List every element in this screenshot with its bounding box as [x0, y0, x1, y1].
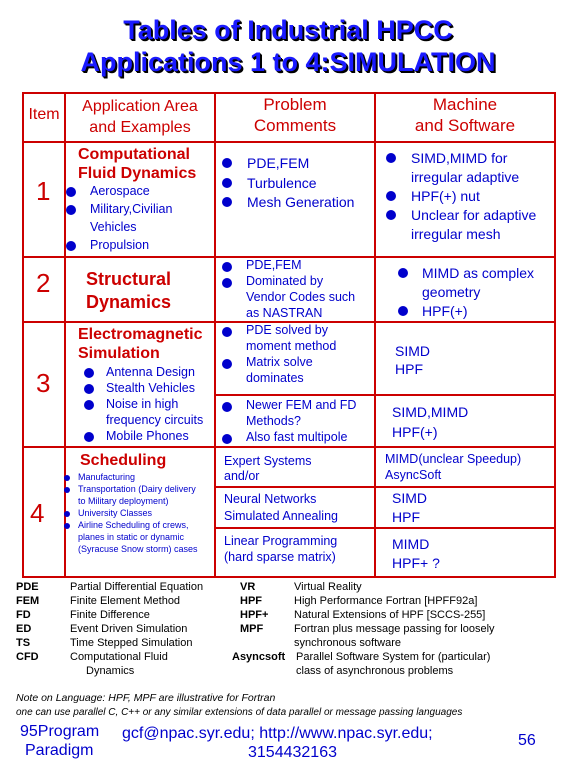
header-item: Item [28, 106, 60, 123]
list-item: MIMD [392, 536, 430, 552]
list-item: moment method [246, 339, 337, 353]
header-area-line1: Application Area [82, 98, 198, 115]
list-item: irregular mesh [411, 226, 501, 242]
list-item: Antenna Design [106, 365, 195, 379]
table-bottom-border [22, 576, 556, 578]
header-area-line2: and Examples [89, 119, 191, 136]
header-problem-line2: Comments [253, 116, 337, 135]
bullet-icon [222, 402, 232, 412]
header-machine [376, 94, 554, 136]
language-note-line2: one can use parallel C, C++ or any similar extensions of data parallel or message passing languages [16, 707, 463, 718]
row4-subdivider-2 [216, 527, 556, 529]
header-divider [22, 141, 556, 143]
glossary-abbr: FEM [16, 595, 40, 607]
row1-title-line1: Computational [78, 146, 190, 163]
glossary-def: Virtual Reality [294, 581, 362, 593]
list-item: dominates [246, 371, 304, 385]
row3-title-line2: Simulation [78, 345, 160, 362]
footer-phone: 3154432163 [248, 744, 337, 761]
table-right-border [554, 92, 556, 578]
glossary-def: Fortran plus message passing for loosely [294, 623, 495, 635]
page-title [0, 14, 576, 78]
glossary-abbr: TS [16, 637, 31, 649]
glossary-def: Natural Extensions of HPF [SCCS-255] [294, 609, 486, 621]
list-item: Expert Systems [224, 454, 312, 468]
list-item: Mobile Phones [106, 429, 189, 443]
bullet-icon [64, 523, 70, 529]
row2-title-line1: Structural [86, 269, 172, 289]
bullet-icon [222, 359, 232, 369]
row3-title [78, 325, 202, 363]
list-item: Also fast multipole [246, 430, 348, 444]
list-item: University Classes [78, 508, 153, 518]
list-item: Turbulence [247, 175, 317, 191]
list-item: Unclear for adaptive [411, 207, 537, 223]
list-item: Airline Scheduling of crews, [78, 520, 189, 530]
glossary-def: Event Driven Simulation [70, 623, 188, 635]
list-item: Military,Civilian [90, 202, 173, 216]
list-item: Transportation (Dairy delivery [78, 484, 196, 494]
bullet-icon [66, 187, 76, 197]
list-item: Vehicles [90, 220, 137, 234]
row2-title-line2: Dynamics [86, 292, 172, 312]
list-item: to Military deployment) [78, 496, 169, 506]
glossary-def-cont: Dynamics [86, 665, 135, 677]
list-item: Aerospace [90, 184, 150, 198]
list-item: SIMD,MIMD [392, 404, 469, 420]
glossary-def: High Performance Fortran [HPFF92a] [294, 595, 478, 607]
list-item: PDE solved by [246, 323, 328, 337]
footer-contact[interactable]: gcf@npac.syr.edu; http://www.npac.syr.edu; [122, 725, 433, 742]
list-item: HPF(+) [392, 424, 438, 440]
row4-number: 4 [30, 498, 45, 528]
header-machine-line1: Machine [432, 95, 498, 114]
list-item: Matrix solve [246, 355, 313, 369]
glossary-abbr: HPF [240, 595, 262, 607]
list-item: Linear Programming [224, 534, 338, 548]
glossary-def: Time Stepped Simulation [70, 637, 193, 649]
list-item: HPF(+) [422, 303, 468, 319]
bullet-icon [222, 197, 232, 207]
list-item: Neural Networks [224, 492, 317, 506]
list-item: MIMD as complex [422, 265, 535, 281]
footer-program-line2: Paradigm [25, 742, 94, 759]
list-item: frequency circuits [106, 413, 204, 427]
item-col-divider [64, 92, 66, 578]
list-item: HPF(+) nut [411, 188, 480, 204]
row4-subdivider-1 [216, 486, 556, 488]
list-item: SIMD,MIMD for [411, 150, 508, 166]
bullet-icon [398, 306, 408, 316]
list-item: HPF [392, 509, 420, 525]
list-item: PDE,FEM [247, 155, 310, 171]
glossary-abbr: VR [240, 581, 256, 593]
bullet-icon [64, 511, 70, 517]
bullet-icon [222, 262, 232, 272]
list-item: Methods? [246, 414, 301, 428]
bullet-icon [66, 241, 76, 251]
list-item: Mesh Generation [247, 194, 355, 210]
header-area [66, 96, 214, 138]
list-item: (Syracuse Snow storm) cases [78, 544, 198, 554]
list-item: Stealth Vehicles [106, 381, 195, 395]
list-item: Vendor Codes such [246, 290, 356, 304]
bullet-icon [66, 205, 76, 215]
bullet-icon [222, 158, 232, 168]
area-col-divider [214, 92, 216, 578]
bullet-icon [222, 434, 232, 444]
bullet-icon [84, 368, 94, 378]
list-item: HPF+ ? [392, 555, 440, 571]
list-item: (hard sparse matrix) [224, 550, 336, 564]
glossary-abbr: PDE [16, 581, 39, 593]
footer-program-line1: 95Program [20, 723, 100, 740]
list-item: Dominated by [246, 274, 324, 288]
title-line-2: Applications 1 to 4:SIMULATION [80, 47, 496, 77]
glossary-def: Finite Element Method [70, 595, 181, 607]
row3-divider [22, 446, 556, 448]
row3-title-line1: Electromagnetic [78, 326, 203, 343]
row1-title [78, 145, 196, 183]
row3-subdivider [216, 394, 556, 396]
bullet-icon [386, 153, 396, 163]
glossary-def: Computational Fluid [70, 651, 168, 663]
list-item: as NASTRAN [246, 306, 323, 320]
glossary-def: Finite Difference [70, 609, 150, 621]
glossary-abbr: MPF [240, 623, 264, 635]
header-machine-line2: and Software [414, 116, 516, 135]
list-item: and/or [224, 469, 260, 483]
glossary-abbr: ED [16, 623, 32, 635]
list-item: SIMD [392, 490, 427, 506]
glossary-abbr: CFD [16, 651, 39, 663]
list-item: AsyncSoft [385, 468, 442, 482]
bullet-icon [84, 384, 94, 394]
language-note-line1: Note on Language: HPF, MPF are illustrative for Fortran [16, 692, 276, 704]
bullet-icon [222, 178, 232, 188]
glossary-abbr: Asyncsoft [232, 651, 286, 663]
footer-program [20, 722, 99, 760]
glossary-def: Parallel Software System for (particular) [296, 651, 491, 663]
list-item: MIMD(unclear Speedup) [385, 452, 522, 466]
header-problem-line1: Problem [263, 95, 327, 114]
bullet-icon [222, 278, 232, 288]
bullet-icon [64, 487, 70, 493]
list-item: Simulated Annealing [224, 509, 338, 523]
bullet-icon [398, 268, 408, 278]
row3-number: 3 [36, 368, 51, 398]
list-item: Noise in high [106, 397, 179, 411]
row2-title [86, 268, 171, 314]
row2-number: 2 [36, 268, 51, 298]
row1-number: 1 [36, 176, 51, 206]
bullet-icon [386, 210, 396, 220]
list-item: geometry [422, 284, 481, 300]
title-line-1: Tables of Industrial HPCC [123, 15, 453, 45]
glossary-def: Partial Differential Equation [70, 581, 204, 593]
bullet-icon [84, 432, 94, 442]
page-number: 56 [518, 732, 536, 749]
problem-col-divider [374, 92, 376, 578]
bullet-icon [386, 191, 396, 201]
glossary-def-cont: class of asynchronous problems [296, 665, 454, 677]
glossary-abbr: HPF+ [240, 609, 269, 621]
table-left-border [22, 92, 24, 578]
bullet-icon [84, 400, 94, 410]
list-item: Newer FEM and FD [246, 398, 357, 412]
list-item: irregular adaptive [411, 169, 520, 185]
row1-title-line2: Fluid Dynamics [78, 165, 197, 182]
list-item: SIMD [395, 343, 430, 359]
glossary-def-cont: synchronous software [294, 637, 401, 649]
header-problem [216, 94, 374, 136]
bullet-icon [64, 475, 70, 481]
list-item: Propulsion [90, 238, 150, 252]
bullet-icon [222, 327, 232, 337]
list-item: planes in static or dynamic [78, 532, 185, 542]
list-item: HPF [395, 361, 423, 377]
list-item: PDE,FEM [246, 258, 302, 272]
list-item: Manufacturing [78, 472, 136, 482]
row4-title: Scheduling [80, 452, 167, 469]
glossary-abbr: FD [16, 609, 31, 621]
